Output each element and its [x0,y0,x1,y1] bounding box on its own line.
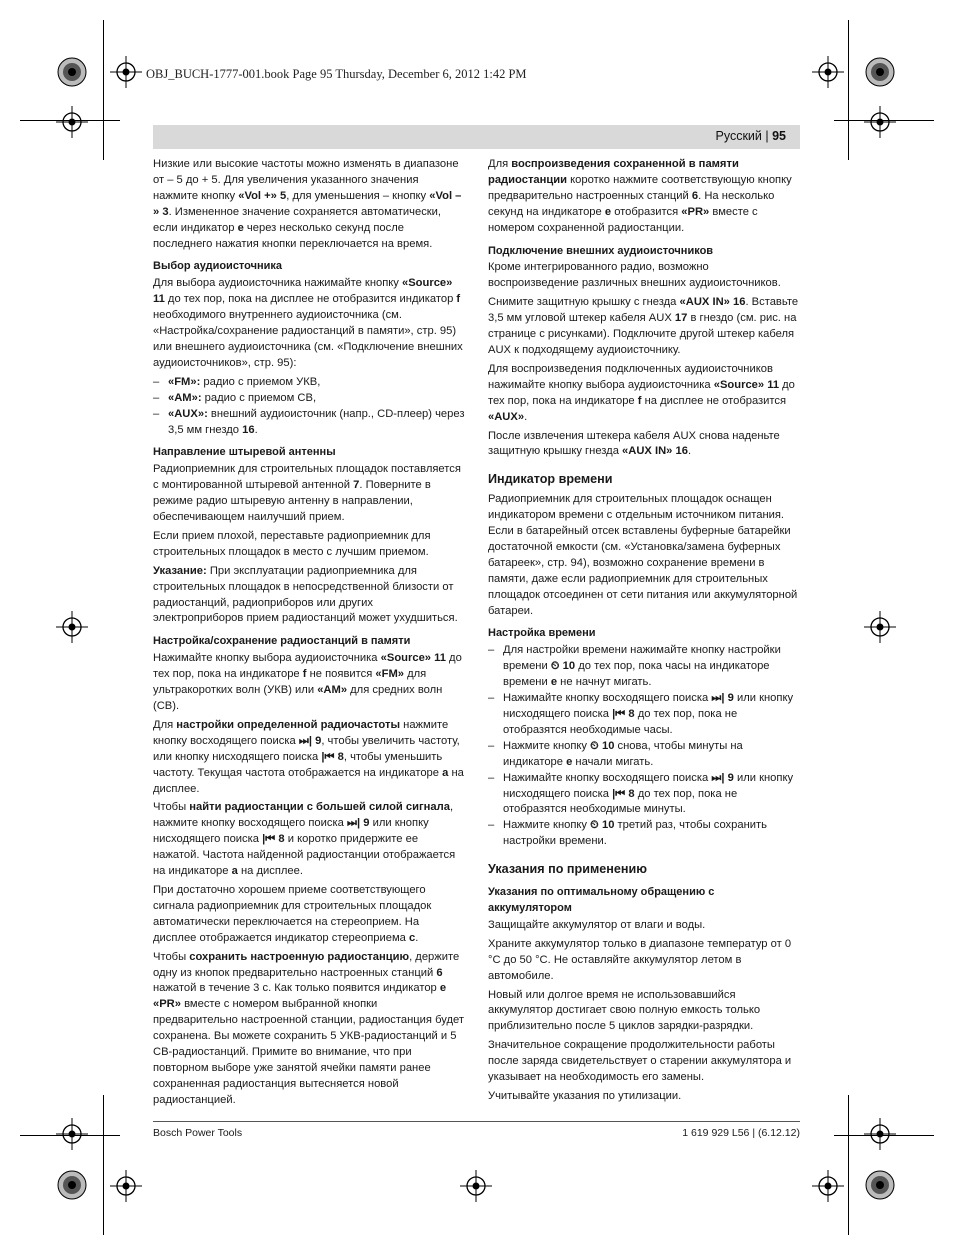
registration-target-icon [110,1170,142,1202]
subsection-heading: Направление штыревой антенны [153,446,336,459]
paragraph: Низкие или высокие частоты можно изменять в диапазоне от – 5 до + 5. Для увеличения указанного значения нажмите кнопку «Vol +» 5, для уменьшения – кнопку «Vol – » 3. Измененное значение сохраняется автоматически, если индикатор e через несколько секунд после последнего нажатия кнопки переключается на время. [153,158,462,250]
paragraph: Для воспроизведения подключенных аудиоисточников нажимайте кнопку выбора аудиоисточника «Source» 11 до тех пор, пока на индикаторе f на дисплее не отобразится «AUX». [488,362,795,423]
paragraph: Снимите защитную крышку с гнезда «AUX IN» 16. Вставьте 3,5 мм угловой штекер кабеля AUX 17 в гнездо (см. рис. на странице с рисунками). Подключите другой штекер кабеля AUX к подходящему аудиоисточнику. [488,296,799,356]
footer-doc-number: 1 619 929 L56 | (6.12.12) [682,1127,800,1139]
page-header-bar [153,125,800,149]
paragraph: Чтобы найти радиостанции с большей силой сигнала, нажмите кнопку восходящего поиска ⏭| 9 или кнопку нисходящего поиска |⏮ 8 и коротко придержите ее нажатой. Частота найденной радиостанции отображается на индикаторе a на дисплее. [153,801,456,878]
list-item: – Нажимайте кнопку восходящего поиска ⏭| 9 или кнопку нисходящего поиска |⏮ 8 до тех пор, пока не отобразятся необходимые часы. [488,691,800,739]
list-item: – Для настройки времени нажимайте кнопку настройки времени ⏲ 10 до тех пор, пока часы на индикаторе времени e не начнут мигать. [488,643,800,691]
registration-target-icon [864,106,896,138]
section-heading: Указания по применению [488,862,647,877]
left-column [153,157,465,1112]
footer-brand: Bosch Power Tools [153,1127,243,1139]
registration-target-icon [460,1170,492,1202]
starburst-target-icon [865,57,895,87]
subsection-heading: Выбор аудиоисточника [153,260,283,273]
starburst-target-icon [865,1170,895,1200]
paragraph: Учитывайте указания по утилизации. [488,1089,682,1102]
file-metadata: OBJ_BUCH-1777-001.book Page 95 Thursday, December 6, 2012 1:42 PM [146,67,527,81]
crop-line [103,1095,104,1235]
paragraph: Для воспроизведения сохраненной в памяти радиостанции коротко нажмите соответствующую кнопку предварительно настроенных станций 6. На несколько секунд на индикаторе e отобразится «PR» вместе с номером сохраненной радиостанции. [488,158,792,234]
subsection-heading: Подключение внешних аудиоисточников [488,244,714,257]
header-separator: | [761,129,773,143]
starburst-target-icon [57,57,87,87]
crop-line [848,20,849,160]
page-number: 95 [772,129,786,143]
registration-target-icon [812,1170,844,1202]
registration-target-icon [56,1118,88,1150]
paragraph: Храните аккумулятор только в диапазоне температур от 0 °C до 50 °C. Не оставляйте аккумулятор летом в автомобиле. [488,937,792,982]
subsection-heading: Настройка/сохранение радиостанций в памяти [153,635,411,648]
paragraph: Кроме интегрированного радио, возможно воспроизведение различных внешних аудиоисточников. [488,261,781,290]
registration-target-icon [812,56,844,88]
paragraph: Указание: При эксплуатации радиоприемника для строительных площадок в непосредственной близости от радиостанций, радиоприборов или других электроприборов прием радиостанций может ухудшиться. [153,564,458,625]
registration-target-icon [56,106,88,138]
paragraph: Чтобы сохранить настроенную радиостанцию, держите одну из кнопок предварительно настроенных станций 6 нажатой в течение 3 с. Как только появится индикатор e «PR» вместе с номером выбранной кнопки предварительно настроенной станции, радиостанция будет сохранена. Вы можете сохранить 5 УКВ-радиостанций и 5 СВ-радиостанций. Примите во внимание, что при повторном выборе уже занятой ячейки памяти ранее сохраненная радиостанция вытесняется новой радиостанцией. [153,950,464,1106]
paragraph: Защищайте аккумулятор от влаги и воды. [488,918,706,931]
paragraph: Для настройки определенной радиочастоты нажмите кнопку восходящего поиска ⏭| 9, чтобы увеличить частоту, или кнопку нисходящего поиска |⏮ 8, чтобы уменьшить частоту. Текущая частота отображается на индикаторе a на дисплее. [153,718,464,795]
paragraph: Радиоприемник для строительных площадок оснащен индикатором времени с отдельным источником питания. Если в батарейный отсек вставлены буферные батарейки достаточной емкости (см. «Установка/замена буферных батареек», стр. 94), возможно сохранение времени в памяти, даже если радиоприемник для строительных площадок отсоединен от сети питания или аккумуляторной батареи. [488,493,798,617]
paragraph: При достаточно хорошем приеме соответствующего сигнала радиоприемник для строительных площадок автоматически переключается на стереоприем. На дисплее отображается индикатор стереоприема c. [153,883,432,944]
paragraph: Значительное сокращение продолжительности работы после заряда свидетельствует о старении аккумулятора и указывает на необходимость его замены. [488,1039,792,1084]
paragraph: Нажимайте кнопку выбора аудиоисточника «Source» 11 до тех пор, пока на индикаторе f не появится «FM» для ультракоротких волн (УКВ) или «AM» для средних волн (СВ). [153,652,462,712]
list-item: – Нажмите кнопку ⏲ 10 снова, чтобы минуты на индикаторе e начали мигать. [488,739,800,771]
list-item: – «AUX»: внешний аудиоисточник (напр., CD-плеер) через 3,5 мм гнездо 16. [153,407,465,439]
registration-target-icon [864,1118,896,1150]
subsection-heading: Указания по оптимальному обращению с аккумулятором [488,886,715,914]
section-heading: Индикатор времени [488,472,613,487]
bullet-list [153,375,465,439]
list-item: – Нажимайте кнопку восходящего поиска ⏭| 9 или кнопку нисходящего поиска |⏮ 8 до тех пор, пока не отобразятся необходимые минуты. [488,771,800,819]
list-item: – «AM»: радио с приемом СВ, [153,391,465,407]
paragraph: Радиоприемник для строительных площадок поставляется с монтированной штыревой антенной 7. Поверните в режиме радио штыревую антенну в направлении, обеспечивающем наилучший прием. [153,463,461,524]
paragraph: Новый или долгое время не использовавшийся аккумулятор достигает свою полную емкость только приблизительно после 5 циклов зарядки-разрядки. [488,988,761,1033]
subsection-heading: Настройка времени [488,627,596,640]
crop-line [103,20,104,160]
header-language: Русский [715,129,762,143]
list-item: – Нажмите кнопку ⏲ 10 третий раз, чтобы сохранить настройки времени. [488,818,800,850]
paragraph: Если прием плохой, переставьте радиоприемник для строительных площадок в место с лучшим приемом. [153,529,431,558]
bullet-list [488,643,800,850]
crop-line [848,1095,849,1235]
registration-target-icon [110,56,142,88]
starburst-target-icon [57,1170,87,1200]
registration-target-icon [56,611,88,643]
paragraph: Для выбора аудиоисточника нажимайте кнопку «Source» 11 до тех пор, пока на дисплее не отобразится индикатор f необходимого внутреннего аудиоисточника (см. «Настройка/сохранение радиостанций в памяти», стр. 95) или внешнего аудиоисточника (см. «Подключение внешних аудиоисточников», стр. 95): [153,277,463,369]
registration-target-icon [864,611,896,643]
paragraph: После извлечения штекера кабеля AUX снова наденьте защитную крышку гнезда «AUX IN» 16. [488,429,780,458]
page-header-text [716,129,787,143]
list-item: – «FM»: радио с приемом УКВ, [153,375,465,391]
footer-divider [153,1121,800,1122]
right-column [488,157,800,1108]
